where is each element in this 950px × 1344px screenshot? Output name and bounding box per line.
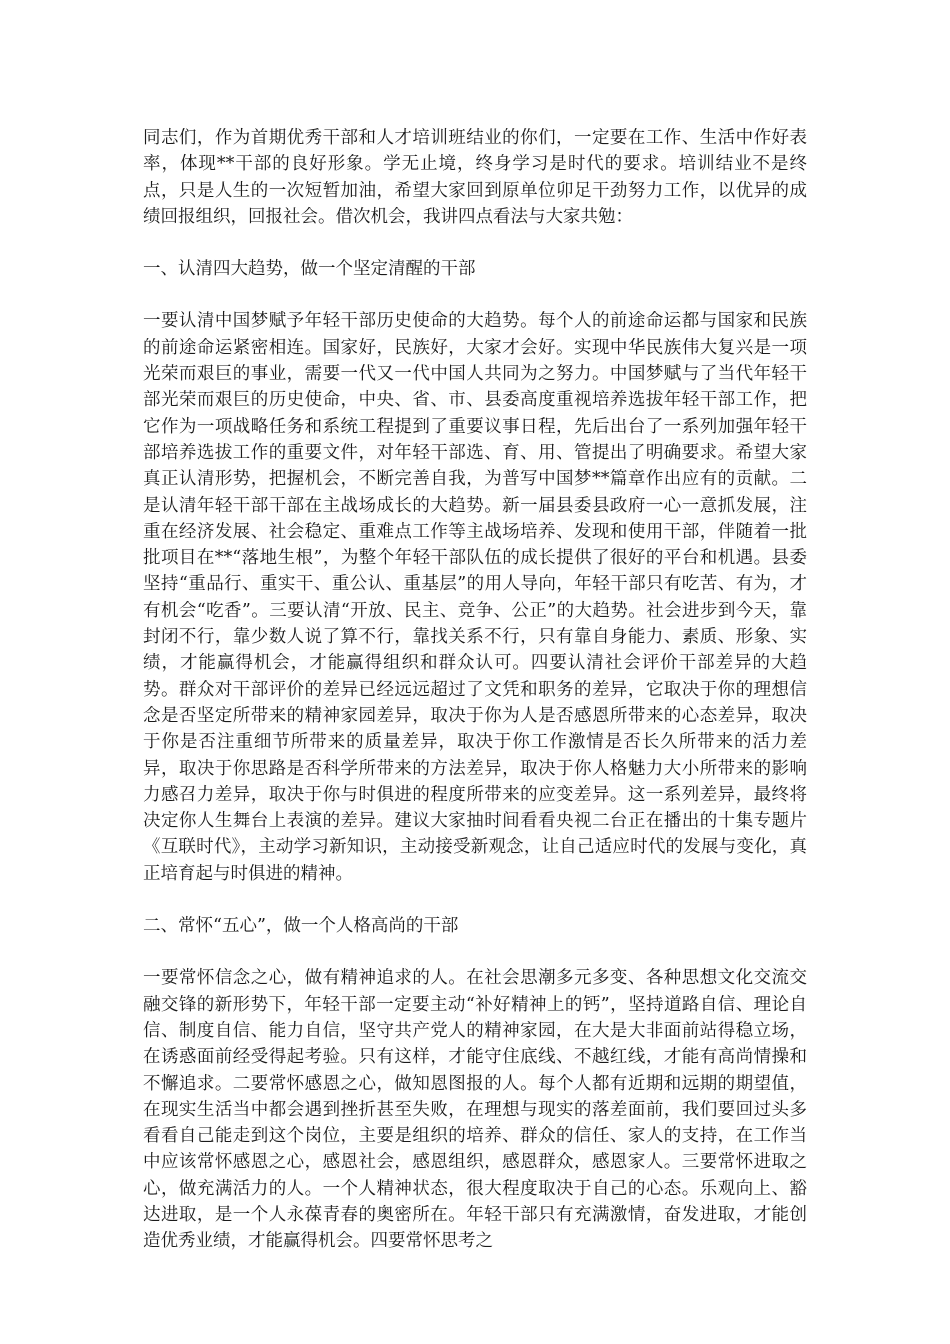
paragraph-gap xyxy=(143,939,807,965)
section-heading-2: 二、常怀“五心”，做一个人格高尚的干部 xyxy=(143,916,459,937)
paragraph-gap xyxy=(143,230,807,256)
paragraph-gap xyxy=(143,282,807,308)
intro-paragraph: 同志们，作为首期优秀干部和人才培训班结业的你们，一定要在工作、生活中作好表率，体现**干部的良好形象。学无止境，终身学习是时代的要求。培训结业不是终点，只是人生的一次短暂加油，希望大家回到原单位卯足干劲努力工作，以优异的成绩回报组织，回报社会。借次机会，我讲四点看法与大家共勉： xyxy=(143,128,807,227)
document-page xyxy=(143,125,807,1255)
section-body-2: 一要常怀信念之心，做有精神追求的人。在社会思潮多元多变、各种思想文化交流交融交锋的新形势下，年轻干部一定要主动“补好精神上的钙”，坚持道路自信、理论自信、制度自信、能力自信，坚守共产党人的精神家园，在大是大非面前站得稳立场，在诱惑面前经受得起考验。只有这样，才能守住底线、不越红线，才能有高尚情操和不懈追求。二要常怀感恩之心，做知恩图报的人。每个人都有近期和远期的期望值，在现实生活当中都会遇到挫折甚至失败，在理想与现实的落差面前，我们要回过头多看看自己能走到这个岗位，主要是组织的培养、群众的信任、家人的支持，在工作当中应该常怀感恩之心，感恩社会，感恩组织，感恩群众，感恩家人。三要常怀进取之心，做充满活力的人。一个人精神状态，很大程度取决于自己的心态。乐观向上、豁达进取，是一个人永葆青春的奥密所在。年轻干部只有充满激情，奋发进取，才能创造优秀业绩，才能赢得机会。四要常怀思考之 xyxy=(143,968,807,1252)
paragraph-gap xyxy=(143,887,807,913)
section-body-1: 一要认清中国梦赋予年轻干部历史使命的大趋势。每个人的前途命运都与国家和民族的前途命运紧密相连。国家好，民族好，大家才会好。实现中华民族伟大复兴是一项光荣而艰巨的事业，需要一代又一代中国人共同为之努力。中国梦赋与了当代年轻干部光荣而艰巨的历史使命，中央、省、市、县委高度重视培养选拔年轻干部工作，把它作为一项战略任务和系统工程提到了重要议事日程，先后出台了一系列加强年轻干部培养选拔工作的重要文件，对年轻干部选、育、用、管提出了明确要求。希望大家真正认清形势，把握机会，不断完善自我，为普写中国梦**篇章作出应有的贡献。二是认清年轻干部干部在主战场成长的大趋势。新一届县委县政府一心一意抓发展，注重在经济发展、社会稳定、重难点工作等主战场培养、发现和使用干部，伴随着一批批项目在**“落地生根”，为整个年轻干部队伍的成长提供了很好的平台和机遇。县委坚持“重品行、重实干、重公认、重基层”的用人导向，年轻干部只有吃苦、有为，才有机会“吃香”。三要认清“开放、民主、竞争、公正”的大趋势。社会进步到今天，靠封闭不行，靠少数人说了算不行，靠找关系不行，只有靠自身能力、素质、形象、实绩，才能赢得机会，才能赢得组织和群众认可。四要认清社会评价干部差异的大趋势。群众对干部评价的差异已经远远超过了文凭和职务的差异，它取决于你的理想信念是否坚定所带来的精神家园差异，取决于你为人是否感恩所带来的心态差异，取决于你是否注重细节所带来的质量差异，取决于你工作激情是否长久所带来的活力差异，取决于你思路是否科学所带来的方法差异，取决于你人格魅力大小所带来的影响力感召力差异，取决于你与时俱进的程度所带来的应变差异。这一系列差异，最终将决定你人生舞台上表演的差异。建议大家抽时间看看央视二台正在播出的十集专题片《互联时代》，主动学习新知识，主动接受新观念，让自己适应时代的发展与变化，真正培育起与时俱进的精神。 xyxy=(143,311,807,884)
section-heading-1: 一、认清四大趋势，做一个坚定清醒的干部 xyxy=(143,259,476,280)
